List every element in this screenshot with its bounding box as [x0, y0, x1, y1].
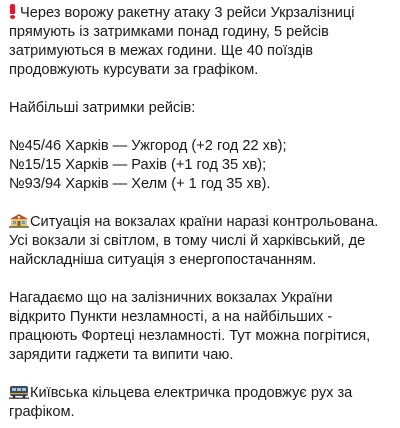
text-line: найскладніша ситуація з енергопостачанням.	[9, 252, 317, 268]
train-delay-item: №15/15 Харків — Рахів (+1 год 35 хв);	[9, 157, 267, 173]
text-line-content: Ситуація на вокзалах країни наразі контрольована.	[30, 214, 379, 230]
paragraph-delays	[9, 4, 394, 80]
paragraph-resilience-points	[9, 289, 394, 365]
text-line	[9, 4, 394, 23]
text-line-content: Через ворожу ракетну атаку 3 рейси Укрзалізниці	[20, 5, 355, 21]
train-delay-item: №93/94 Харків — Хелм (+ 1 год 35 хв).	[9, 176, 271, 192]
text-line: відкрито Пункти незламності, а на найбільших -	[9, 309, 333, 325]
paragraph-train-list	[9, 137, 394, 194]
train-icon	[9, 384, 29, 399]
text-line: Усі вокзали зі світлом, в тому числі й харківський, де	[9, 233, 366, 249]
paragraph-biggest-delays-heading	[9, 99, 394, 118]
text-line	[9, 384, 394, 403]
station-building-icon	[9, 213, 29, 228]
text-line: продовжують курсувати за графіком.	[9, 62, 259, 78]
text-line: графіком.	[9, 404, 75, 420]
paragraph-stations	[9, 213, 394, 270]
paragraph-kyiv-ring-train	[9, 384, 394, 422]
text-line: Найбільші затримки рейсів:	[9, 100, 196, 116]
text-line: Нагадаємо що на залізничних вокзалах України	[9, 290, 333, 306]
text-line	[9, 213, 394, 232]
text-line: зарядити гаджети та випити чаю.	[9, 347, 234, 363]
text-line: затримуються в межах години. Ще 40 поїздів	[9, 43, 314, 59]
exclamation-icon	[9, 4, 16, 19]
text-line: прямують із затримками понад годину, 5 рейсів	[9, 24, 329, 40]
text-line: працюють Фортеці незламності. Тут можна погрітися,	[9, 328, 371, 344]
train-delay-item: №45/46 Харків — Ужгород (+2 год 22 хв);	[9, 138, 287, 154]
text-line-content: Київська кільцева електричка продовжує рух за	[30, 385, 353, 401]
